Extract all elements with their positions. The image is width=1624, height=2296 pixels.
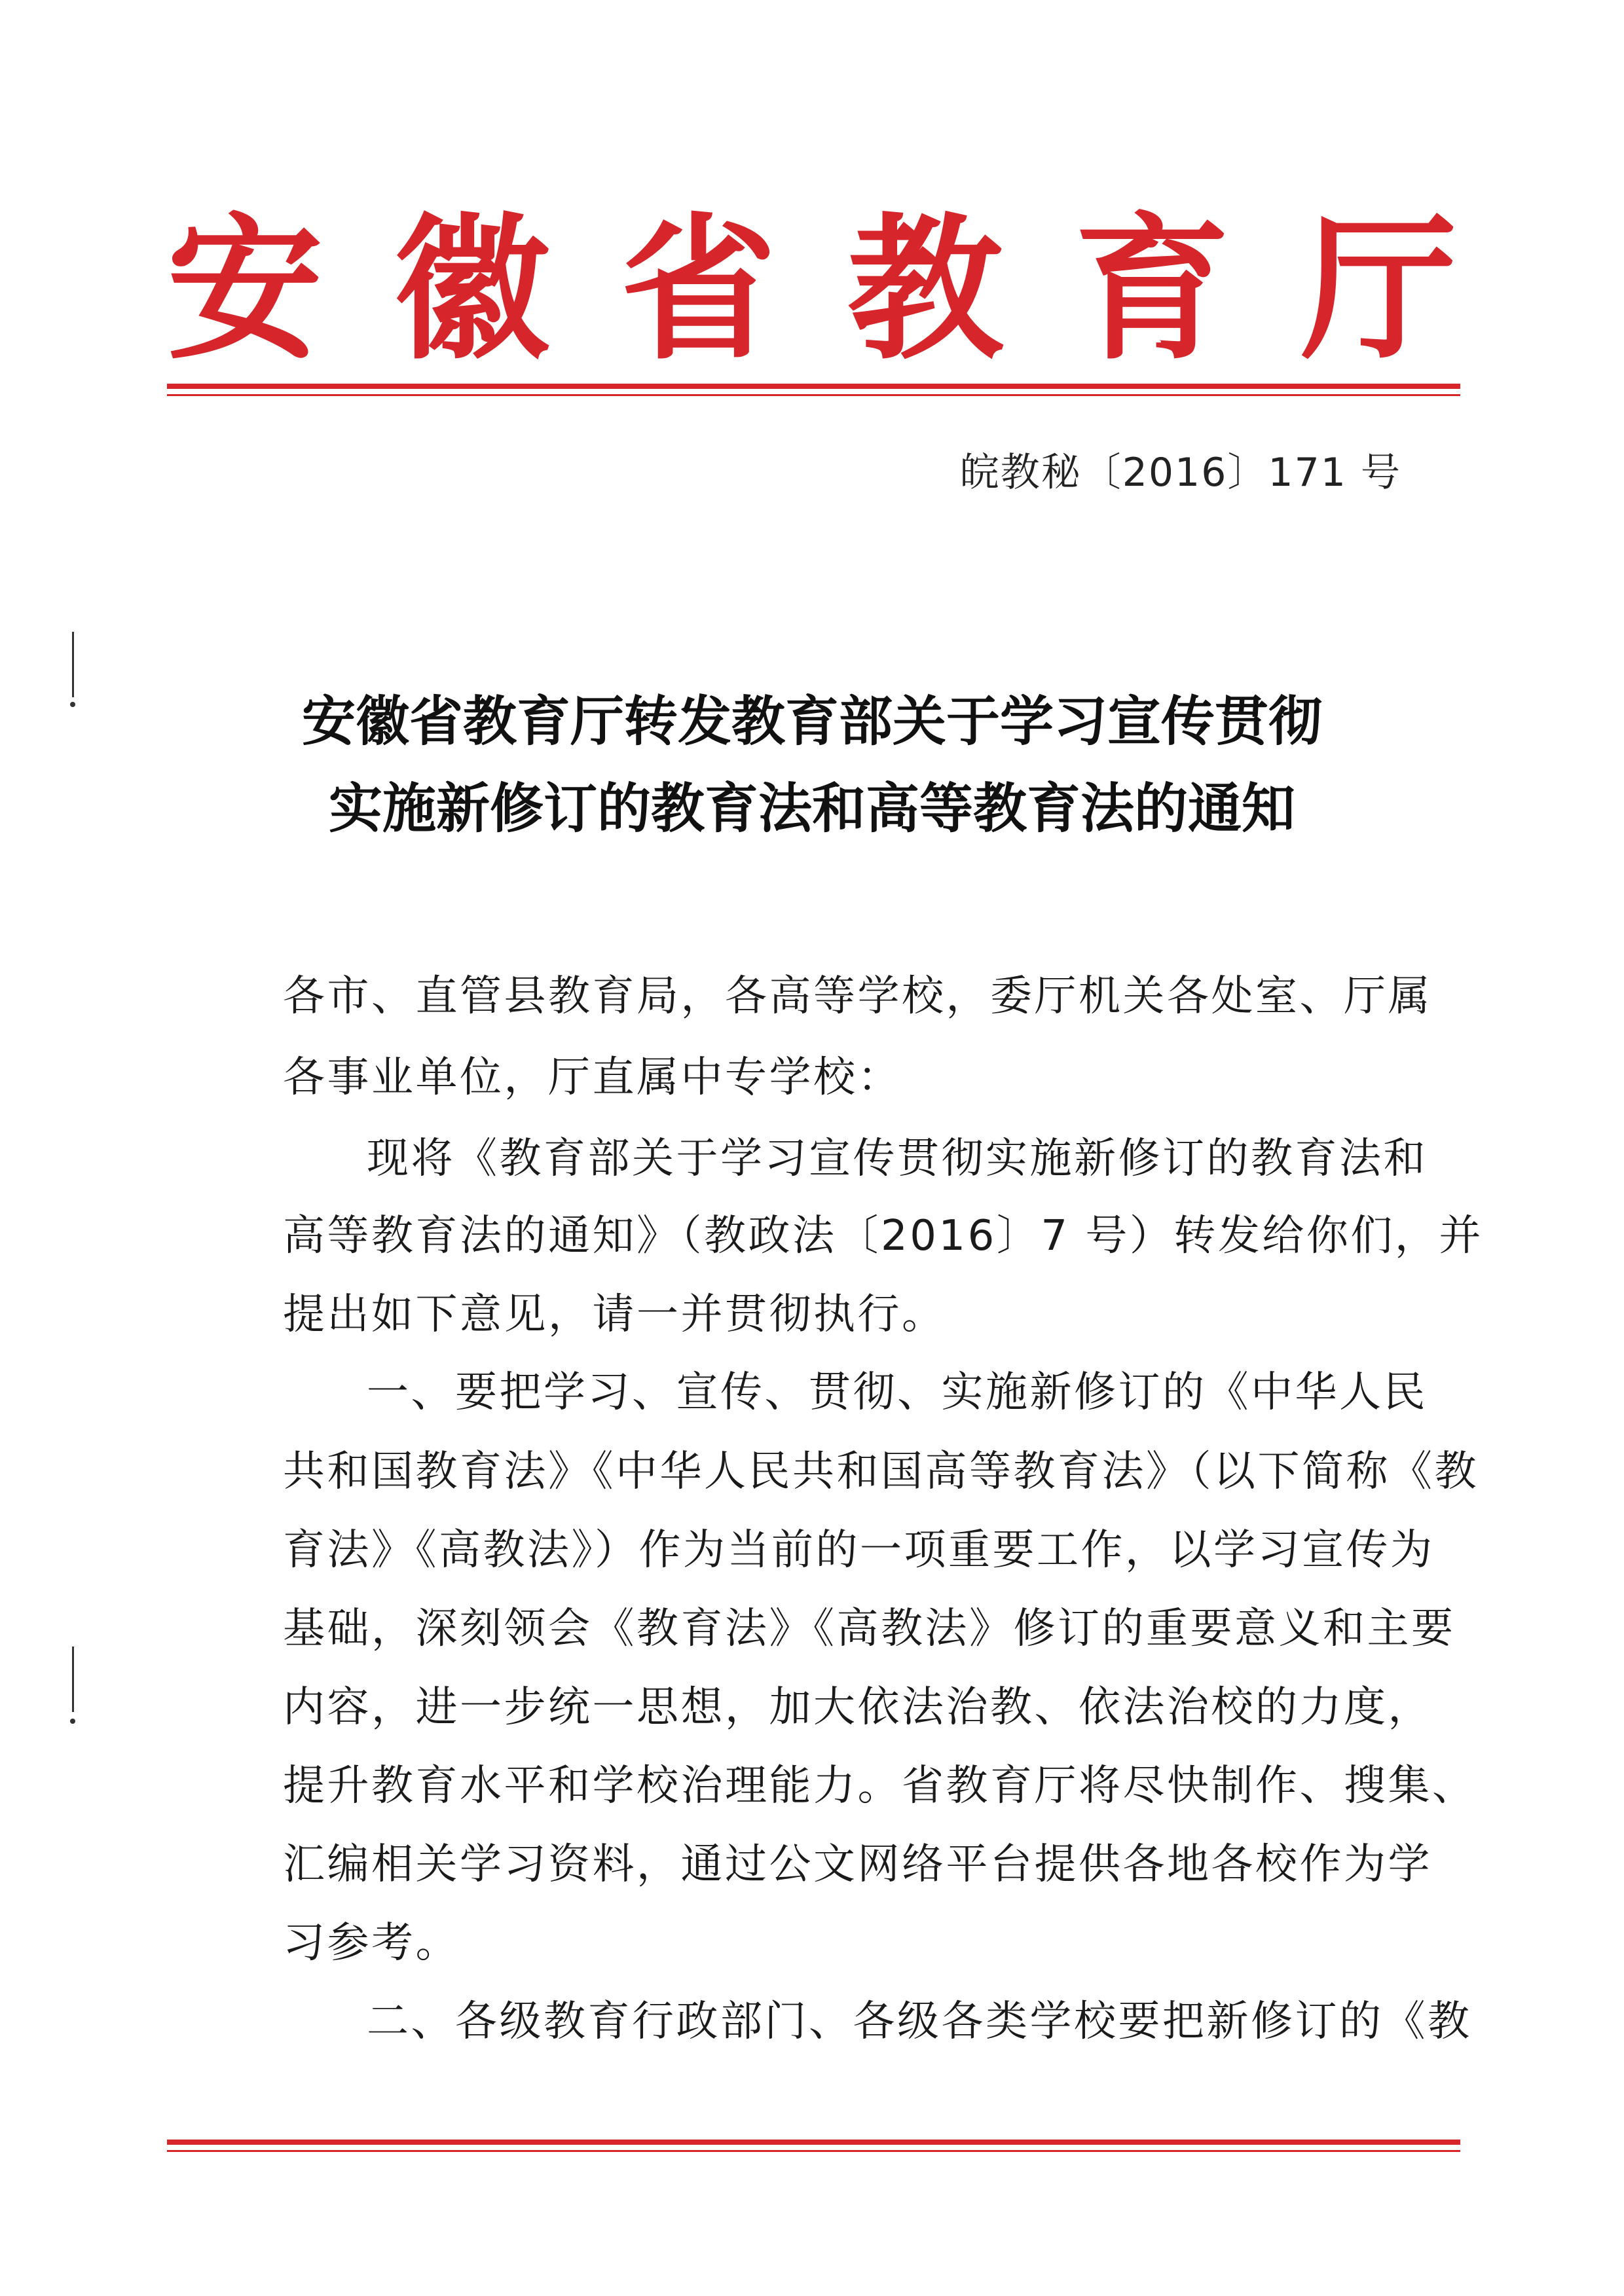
header-rule-thick	[167, 384, 1460, 389]
document-title-line-1: 安徽省教育厅转发教育部关于学习宣传贯彻	[301, 691, 1322, 753]
binding-mark	[70, 1719, 75, 1724]
letterhead-char: 徽	[394, 198, 550, 381]
binding-mark	[70, 702, 75, 707]
letterhead-char: 教	[847, 198, 1004, 381]
body-line: 汇编相关学习资料，通过公文网络平台提供各地各校作为学	[283, 1840, 1432, 1889]
footer-rule-thin	[167, 2150, 1460, 2152]
footer-rule-thick	[167, 2140, 1460, 2145]
body-line: 各市、直管县教育局，各高等学校，委厅机关各处室、厅属	[283, 972, 1432, 1021]
body-line: 提升教育水平和学校治理能力。省教育厅将尽快制作、搜集、	[283, 1762, 1477, 1810]
letterhead-char: 育	[1074, 198, 1230, 381]
body-line: 各事业单位，厅直属中专学校：	[283, 1053, 902, 1102]
letterhead	[167, 195, 1457, 385]
body-line: 育法》《高教法》）作为当前的一项重要工作，以学习宣传为	[283, 1526, 1435, 1575]
body-line: 共和国教育法》《中华人民共和国高等教育法》（以下简称《教	[283, 1448, 1479, 1496]
body-line: 提出如下意见，请一并贯彻执行。	[283, 1290, 946, 1339]
body-line: 一、要把学习、宣传、贯彻、实施新修订的《中华人民	[367, 1368, 1428, 1417]
binding-mark	[72, 1647, 74, 1712]
body-line: 现将《教育部关于学习宣传贯彻实施新修订的教育法和	[367, 1135, 1428, 1183]
body-line: 基础，深刻领会《教育法》《高教法》修订的重要意义和主要	[283, 1605, 1456, 1653]
body-line: 高等教育法的通知》（教政法〔2016〕7 号）转发给你们，并	[283, 1212, 1483, 1260]
body-line: 内容，进一步统一思想，加大依法治教、依法治校的力度，	[283, 1683, 1432, 1732]
binding-mark	[72, 632, 74, 697]
document-title-line-2: 实施新修订的教育法和高等教育法的通知	[328, 778, 1295, 840]
letterhead-char: 厅	[1301, 198, 1457, 381]
body-line: 二、各级教育行政部门、各级各类学校要把新修订的《教	[367, 1997, 1472, 2046]
document-number: 皖教秘〔2016〕171 号	[959, 450, 1401, 496]
letterhead-char: 省	[620, 198, 777, 381]
header-rule-thin	[167, 394, 1460, 396]
letterhead-char: 安	[167, 198, 323, 381]
body-line: 习参考。	[283, 1919, 460, 1967]
